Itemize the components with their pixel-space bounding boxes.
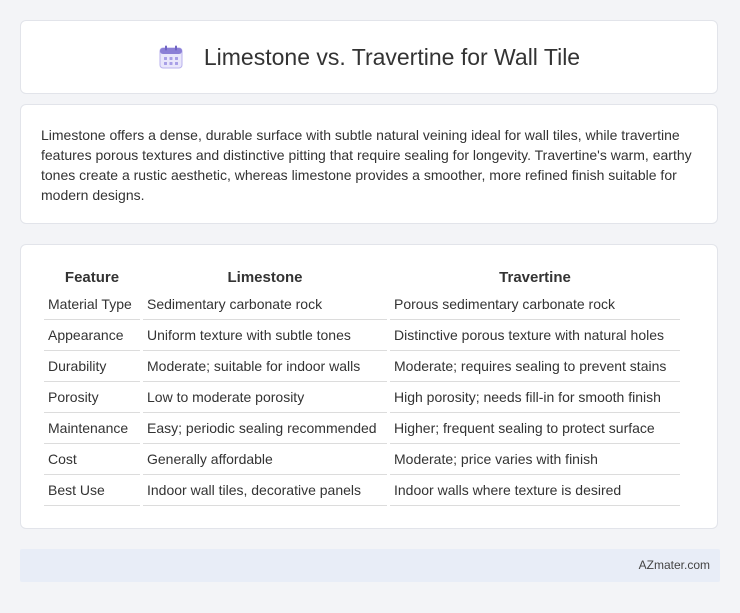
summary-card [20, 104, 718, 224]
row-limestone: Easy; periodic sealing recommended [143, 413, 387, 444]
row-feature: Porosity [44, 382, 140, 413]
summary-text: Limestone offers a dense, durable surface with subtle natural veining ideal for wall tiles, while travertine features porous textures and distinctive pitting that require sealing for longevity. Travertine's warm, earthy tones create a rustic aesthetic, whereas limestone provides a smoother, more refined finish suitable for modern designs. [41, 127, 692, 203]
comparison-card [20, 244, 718, 529]
table-row [44, 320, 680, 351]
row-limestone: Indoor wall tiles, decorative panels [143, 475, 387, 506]
row-feature: Material Type [44, 289, 140, 320]
row-feature: Cost [44, 444, 140, 475]
title-card [20, 20, 718, 94]
row-travertine: Moderate; requires sealing to prevent stains [390, 351, 680, 382]
table-row [44, 475, 680, 506]
table-row [44, 289, 680, 320]
table-row [44, 444, 680, 475]
row-travertine: High porosity; needs fill-in for smooth finish [390, 382, 680, 413]
row-feature: Best Use [44, 475, 140, 506]
header-travertine: Travertine [499, 268, 571, 286]
row-travertine: Moderate; price varies with finish [390, 444, 680, 475]
table-row [44, 382, 680, 413]
header-feature: Feature [64, 268, 120, 286]
row-limestone: Moderate; suitable for indoor walls [143, 351, 387, 382]
row-limestone: Generally affordable [143, 444, 387, 475]
row-travertine: Porous sedimentary carbonate rock [390, 289, 680, 320]
row-travertine: Distinctive porous texture with natural holes [390, 320, 680, 351]
row-feature: Appearance [44, 320, 140, 351]
table-header-row [44, 265, 680, 289]
page-title: Limestone vs. Travertine for Wall Tile [203, 43, 581, 70]
title-wrap [158, 44, 580, 71]
table-row [44, 413, 680, 444]
row-limestone: Uniform texture with subtle tones [143, 320, 387, 351]
table-row [44, 351, 680, 382]
footer-bar [20, 549, 720, 582]
row-limestone: Sedimentary carbonate rock [143, 289, 387, 320]
comparison-table [41, 265, 683, 506]
header-limestone: Limestone [227, 268, 303, 286]
calendar-icon [158, 44, 184, 70]
row-travertine: Higher; frequent sealing to protect surface [390, 413, 680, 444]
row-travertine: Indoor walls where texture is desired [390, 475, 680, 506]
footer-brand-link[interactable]: AZmater.com [638, 558, 710, 572]
row-limestone: Low to moderate porosity [143, 382, 387, 413]
row-feature: Durability [44, 351, 140, 382]
row-feature: Maintenance [44, 413, 140, 444]
